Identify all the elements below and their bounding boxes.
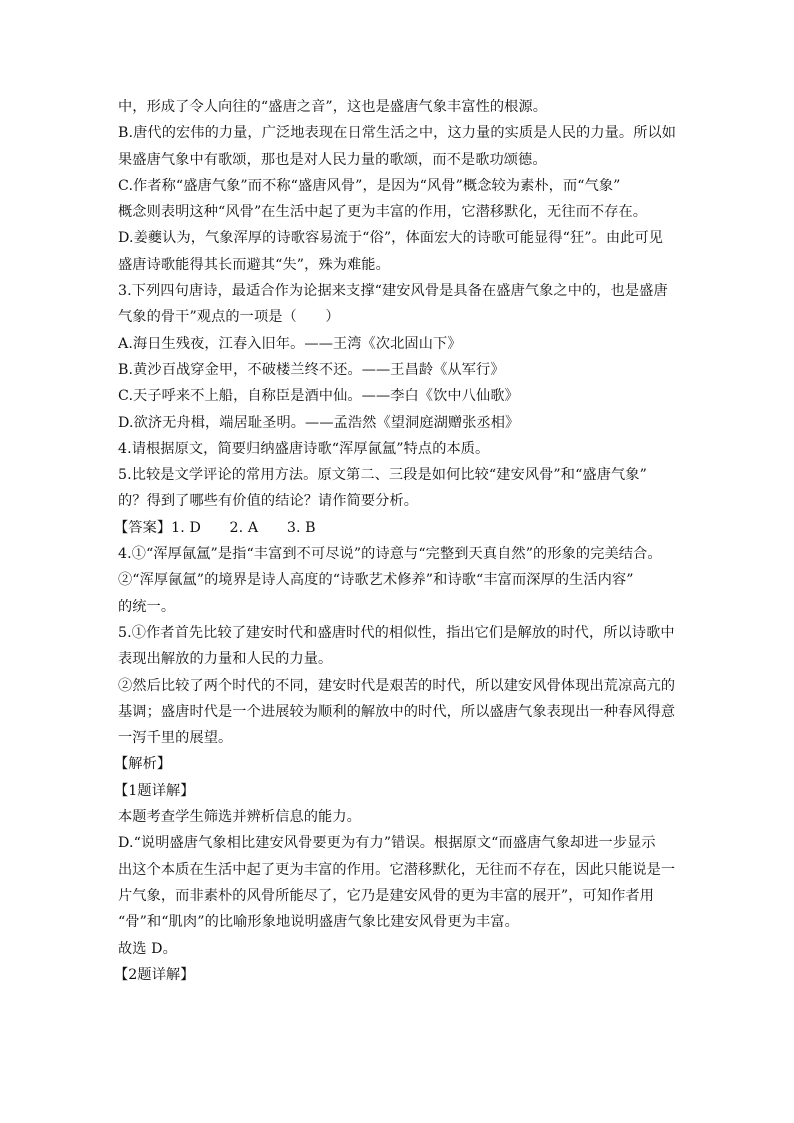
text-line: ②“浑厚氤氲”的境界是诗人高度的“诗歌艺术修养”和诗歌“丰富而深厚的生活内容” (118, 572, 634, 589)
text-line: D.姜夔认为，气象浑厚的诗歌容易流于“俗”，体面宏大的诗歌可能显得“狂”。由此可见 (118, 230, 664, 247)
detail-heading-2: 【2题详解】 (114, 966, 195, 983)
text-line: 的？得到了哪些有价值的结论？请作简要分析。 (118, 493, 419, 510)
answer-heading: 【答案】1. D 2. A 3. B (114, 519, 316, 536)
detail-heading-1: 【1题详解】 (114, 782, 195, 799)
text-line: 片气象，而非素朴的风骨所能尽了，它乃是建安风骨的更为丰富的展开”，可知作者用 (118, 887, 654, 904)
option-a: A.海日生残夜，江春入旧年。——王湾《次北固山下》 (118, 335, 462, 352)
text-line: “骨”和“肌肉”的比喻形象地说明盛唐气象比建安风骨更为丰富。 (118, 914, 519, 931)
document-page (114, 94, 678, 988)
answer-4: 4.①“浑厚氤氲”是指“丰富到不可尽说”的诗意与“完整到天真自然”的形象的完美结合。 (118, 546, 662, 563)
text-line: 出这个本质在生活中起了更为丰富的作用。它潜移默化，无往而不存在，因此只能说是一 (118, 861, 676, 878)
question-4: 4.请根据原文，简要归纳盛唐诗歌“浑厚氤氲”特点的本质。 (118, 440, 490, 457)
text-line: 表现出解放的力量和人民的力量。 (118, 651, 333, 668)
text-line: 气象的骨干”观点的一项是（ ） (118, 309, 340, 326)
text-line: 果盛唐气象中有歌颂，那也是对人民力量的歌颂，而不是歌功颂德。 (118, 151, 547, 168)
text-line: 一泻千里的展望。 (118, 730, 233, 747)
text-line: 故选 D。 (118, 940, 177, 957)
text-line: 基调；盛唐时代是一个进展较为顺利的解放中的时代，所以盛唐气象表现出一种春风得意 (118, 703, 676, 720)
text-line: ②然后比较了两个时代的不同，建安时代是艰苦的时代，所以建安风骨体现出荒凉高亢的 (118, 677, 676, 694)
analysis-heading: 【解析】 (114, 756, 172, 773)
question-3-stem: 3.下列四句唐诗，最适合作为论据来支撑“建安风骨是具备在盛唐气象之中的，也是盛唐 (118, 283, 668, 300)
option-d: D.欲济无舟楫，端居耻圣明。——孟浩然《望洞庭湖赠张丞相》 (118, 414, 520, 431)
option-b: B.黄沙百战穿金甲，不破楼兰终不还。——王昌龄《从军行》 (118, 361, 505, 378)
text-line: 本题考查学生筛选并辨析信息的能力。 (118, 809, 361, 826)
question-5: 5.比较是文学评论的常用方法。原文第二、三段是如何比较“建安风骨”和“盛唐气象” (118, 467, 647, 484)
answer-5: 5.①作者首先比较了建安时代和盛唐时代的相似性，指出它们是解放的时代，所以诗歌中 (118, 624, 675, 641)
text-line: 中，形成了令人向往的“盛唐之音”，这也是盛唐气象丰富性的根源。 (118, 99, 548, 115)
text-line: B.唐代的宏伟的力量，广泛地表现在日常生活之中，这力量的实质是人民的力量。所以如 (118, 125, 677, 142)
text-line: D.“说明盛唐气象相比建安风骨要更为有力”错误。根据原文“而盛唐气象却进一步显示 (118, 835, 656, 852)
text-line: 盛唐诗歌能得其长而避其“失”，殊为难能。 (118, 256, 390, 273)
text-line: 概念则表明这种“风骨”在生活中起了更为丰富的作用，它潜移默化，无往而不存在。 (118, 204, 648, 221)
text-line: 的统一。 (118, 598, 176, 615)
text-line: C.作者称“盛唐气象”而不称“盛唐风骨”，是因为“风骨”概念较为素朴，而“气象” (118, 177, 621, 194)
option-c: C.天子呼来不上船，自称臣是酒中仙。——李白《饮中八仙歌》 (118, 388, 519, 405)
